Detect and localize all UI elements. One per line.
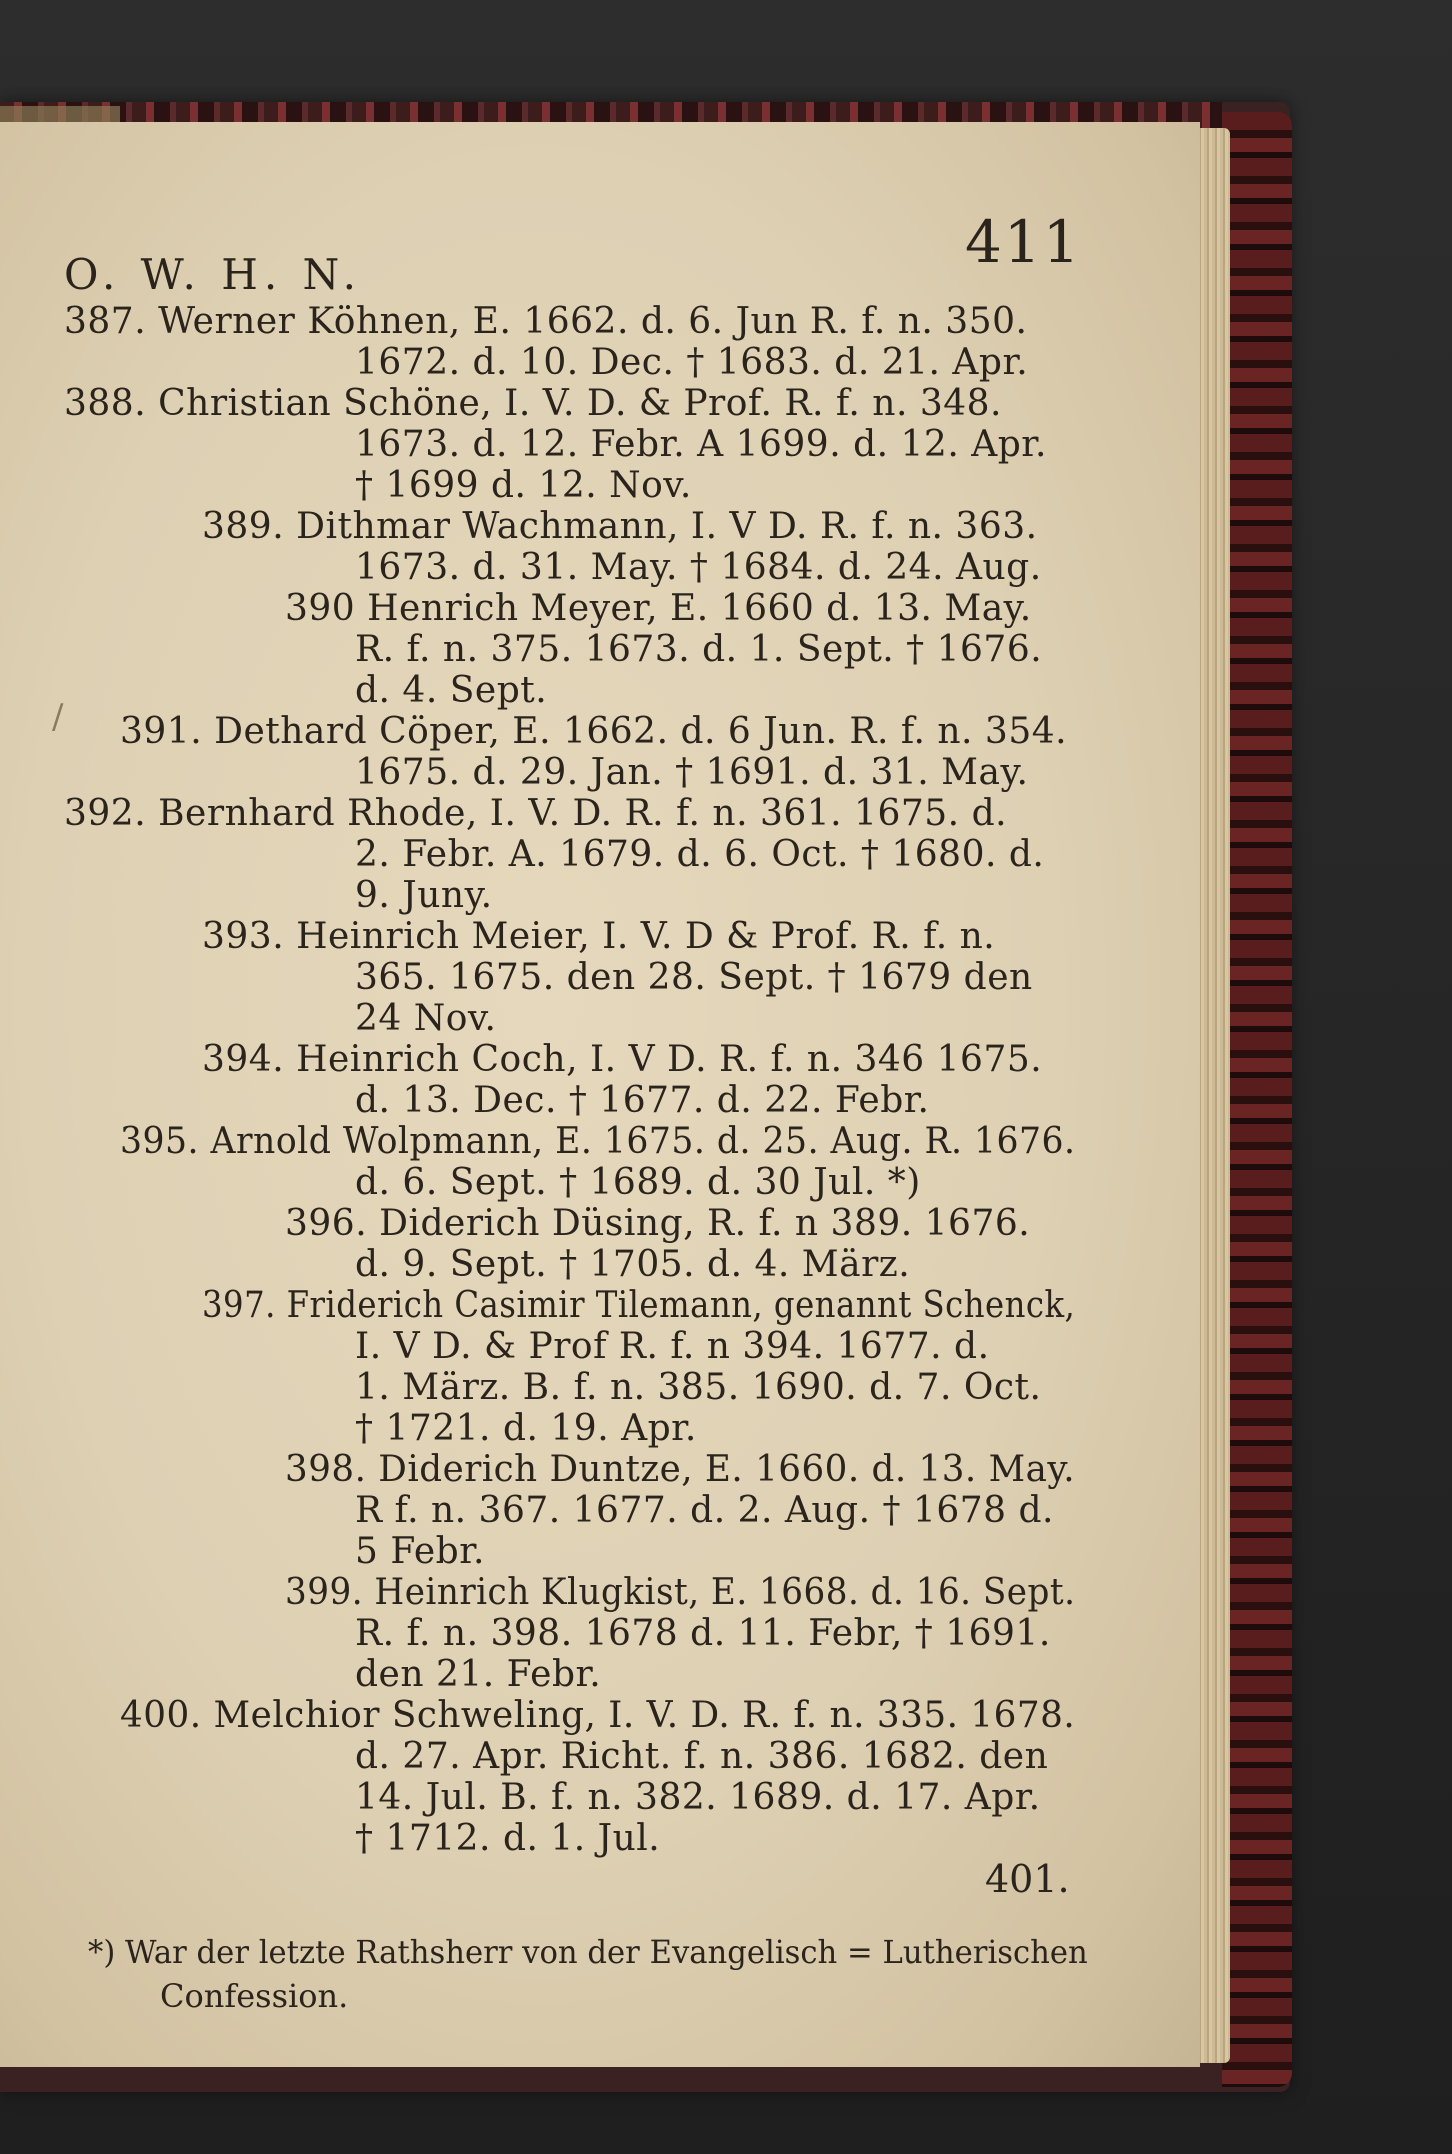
book-page [0, 122, 1200, 2067]
text-line: R f. n. 367. 1677. d. 2. Aug. † 1678 d. [355, 1490, 1054, 1531]
text-line: d. 13. Dec. † 1677. d. 22. Febr. [355, 1080, 930, 1121]
text-line: 365. 1675. den 28. Sept. † 1679 den [355, 957, 1033, 998]
text-line: 398. Diderich Duntze, E. 1660. d. 13. May. [285, 1449, 1076, 1490]
text-line: 2. Febr. A. 1679. d. 6. Oct. † 1680. d. [355, 834, 1045, 875]
text-line: 390 Henrich Meyer, E. 1660 d. 13. May. [285, 588, 1032, 629]
text-line: 387. Werner Köhnen, E. 1662. d. 6. Jun R. f. n. 350. [64, 301, 1028, 342]
text-line: 1675. d. 29. Jan. † 1691. d. 31. May. [355, 752, 1029, 793]
text-line: 396. Diderich Düsing, R. f. n 389. 1676. [285, 1203, 1031, 1244]
text-line: 394. Heinrich Coch, I. V D. R. f. n. 346 1675. [202, 1039, 1043, 1080]
page-block-edge [1196, 128, 1230, 2063]
text-line: d. 6. Sept. † 1689. d. 30 Jul. *) [355, 1162, 921, 1203]
text-line: 14. Jul. B. f. n. 382. 1689. d. 17. Apr. [355, 1777, 1041, 1818]
text-line: 1672. d. 10. Dec. † 1683. d. 21. Apr. [355, 342, 1029, 383]
text-line: 400. Melchior Schweling, I. V. D. R. f. n. 335. 1678. [120, 1695, 1076, 1736]
page-number: 411 [965, 208, 1082, 276]
pencil-mark: / [52, 697, 64, 737]
footnote [88, 1930, 1088, 2018]
text-line: 388. Christian Schöne, I. V. D. & Prof. R. f. n. 348. [64, 383, 1002, 424]
text-line: R. f. n. 375. 1673. d. 1. Sept. † 1676. [355, 629, 1043, 670]
catchword: 401. [985, 1857, 1070, 1901]
text-line: 389. Dithmar Wachmann, I. V D. R. f. n. 363. [202, 506, 1038, 547]
text-line: † 1721. d. 19. Apr. [355, 1408, 697, 1449]
text-line: † 1712. d. 1. Jul. [355, 1818, 661, 1859]
text-line: 5 Febr. [355, 1531, 485, 1572]
text-line: 393. Heinrich Meier, I. V. D & Prof. R. f. n. [202, 916, 996, 957]
text-line: 1673. d. 31. May. † 1684. d. 24. Aug. [355, 547, 1042, 588]
page-content [0, 122, 1200, 2067]
text-line: den 21. Febr. [355, 1654, 602, 1695]
text-line: d. 27. Apr. Richt. f. n. 386. 1682. den [355, 1736, 1049, 1777]
text-line: 395. Arnold Wolpmann, E. 1675. d. 25. Aug. R. 1676. [120, 1121, 1076, 1162]
text-line: 9. Juny. [355, 875, 493, 916]
text-line: 399. Heinrich Klugkist, E. 1668. d. 16. Sept. [285, 1572, 1076, 1613]
text-line: 397. Friderich Casimir Tilemann, genannt Schenck, [202, 1285, 1076, 1326]
text-line: † 1699 d. 12. Nov. [355, 465, 692, 506]
text-line: 391. Dethard Cöper, E. 1662. d. 6 Jun. R. f. n. 354. [120, 711, 1068, 752]
text-line: I. V D. & Prof R. f. n 394. 1677. d. [355, 1326, 990, 1367]
footnote-line: Confession. [160, 1977, 349, 2015]
book-fore-edge [1222, 112, 1292, 2087]
running-head: O. W. H. N. [64, 250, 362, 299]
text-line: 1. März. B. f. n. 385. 1690. d. 7. Oct. [355, 1367, 1042, 1408]
text-line: 392. Bernhard Rhode, I. V. D. R. f. n. 361. 1675. d. [64, 793, 1008, 834]
footnote-line: *) War der letzte Rathsherr von der Evangelisch = Lutherischen [88, 1933, 1088, 1971]
text-line: d. 4. Sept. [355, 670, 548, 711]
text-line: 24 Nov. [355, 998, 497, 1039]
text-line: d. 9. Sept. † 1705. d. 4. März. [355, 1244, 911, 1285]
text-line: 1673. d. 12. Febr. A 1699. d. 12. Apr. [355, 424, 1047, 465]
text-line: R. f. n. 398. 1678 d. 11. Febr, † 1691. [355, 1613, 1051, 1654]
